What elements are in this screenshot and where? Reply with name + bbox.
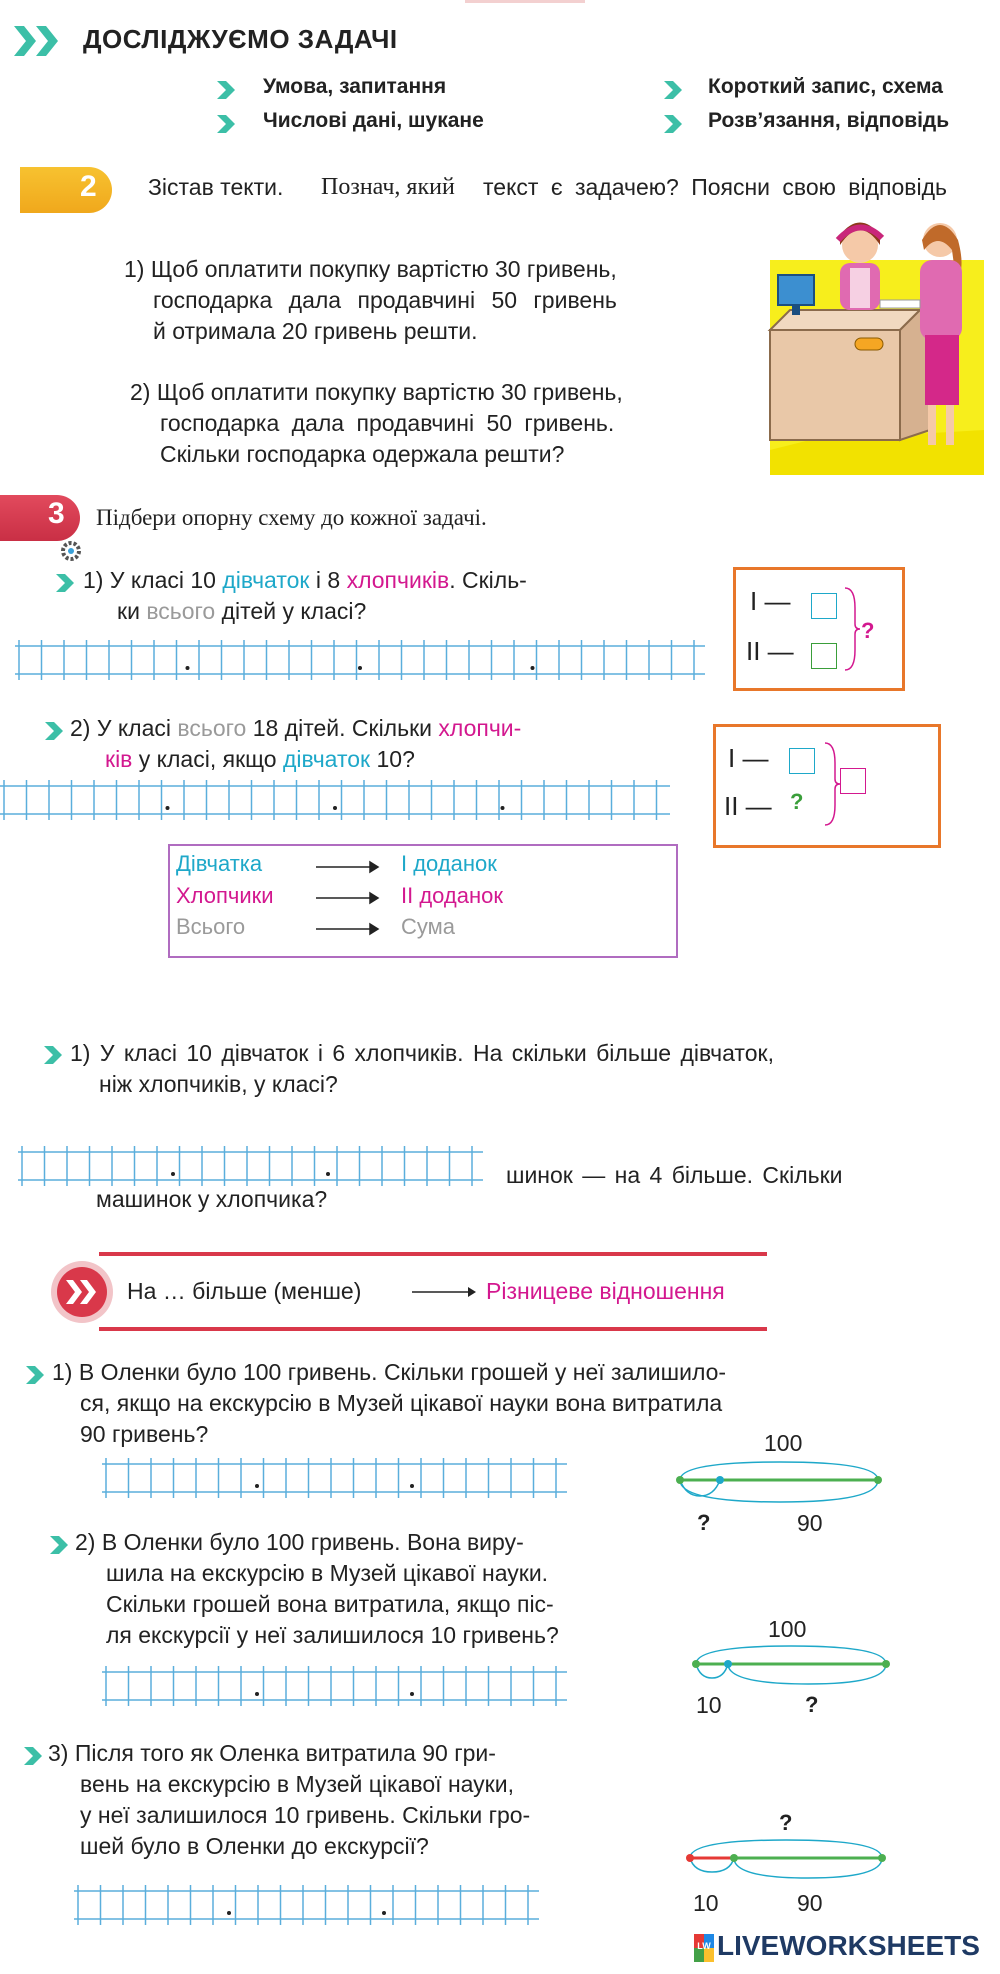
chevron-right-icon [50, 1536, 68, 1554]
segment-1-left: ? [697, 1510, 711, 1535]
chevron-right-icon [217, 81, 235, 99]
segment-2-left: 10 [696, 1692, 722, 1718]
chevron-right-icon [56, 574, 74, 592]
problem-5-2-line3: Скільки грошей вона витратила, якщо піс- [106, 1591, 554, 1617]
segment-1-total: 100 [764, 1430, 803, 1456]
task-2-instruction-a: Зістав текти. [148, 174, 284, 200]
task-2-text2-line2: господарка дала продавчині 50 гривень. [160, 410, 615, 436]
task-2-text1-line2: господарка дала продавчині 50 гривень [153, 287, 617, 313]
double-chevron-icon [14, 26, 64, 56]
problem-5-2-line1: 2) В Оленки було 100 гривень. Вона виру- [75, 1529, 524, 1555]
task-2-text2-line1: 2) Щоб оплатити покупку вартістю 30 гривень, [130, 379, 623, 405]
scheme-1-brace [843, 586, 861, 672]
task-3-instruction: Підбери опорну схему до кожної задачі. [96, 505, 487, 530]
legend-left-2: Хлопчики [176, 883, 274, 908]
header-item-data: Числові дані, шукане [263, 109, 484, 132]
problem-4-2-tail: шинок — на 4 більше. Скільки [506, 1162, 843, 1188]
header-item-solution: Розв’язання, відповідь [708, 109, 950, 132]
segment-1-right: 90 [797, 1510, 823, 1536]
legend-arrows [316, 858, 378, 938]
task-2-text1-line1: 1) Щоб оплатити покупку вартістю 30 гривень, [124, 256, 617, 282]
scheme-1-row2: II — [746, 636, 794, 666]
chevron-right-icon [664, 115, 682, 133]
settings-gear-icon [60, 540, 82, 562]
problem-4-1-line1: 1) У класі 10 дівчаток і 6 хлопчиків. На скільки більше дівчаток, [70, 1040, 774, 1066]
problem-5-3-line2: вень на екскурсію в Музей цікавої науки, [80, 1771, 514, 1797]
problem-3-1-line2: ки всього дітей у класі? [117, 598, 367, 624]
segment-3-right: 90 [797, 1890, 823, 1916]
legend-left-1: Дівчатка [176, 851, 263, 876]
chevron-right-icon [664, 81, 682, 99]
task-3-number: 3 [48, 497, 65, 530]
task-2-instruction-c: текст є задачею? Поясни свою відповідь [483, 174, 948, 200]
problem-5-2-line2: шила на екскурсію в Музей цікавої науки. [106, 1560, 549, 1586]
scheme-2-question: ? [790, 789, 804, 814]
task-3-badge [0, 495, 80, 541]
legend-right-1: I доданок [401, 851, 497, 876]
answer-grid-4-1[interactable] [18, 1146, 483, 1186]
rule-top-line [99, 1252, 767, 1256]
problem-5-1-line3: 90 гривень? [80, 1421, 209, 1447]
scheme-1-square-1[interactable] [811, 593, 837, 619]
rule-bottom-line [99, 1327, 767, 1331]
answer-grid-3-2[interactable] [0, 780, 670, 820]
liveworksheets-brand[interactable]: LIVEWORKSHEETS [717, 1930, 980, 1961]
top-strip [465, 0, 585, 3]
problem-5-3-line4: шей було в Оленки до екскурсії? [80, 1833, 429, 1859]
page-title: ДОСЛІДЖУЄМО ЗАДАЧІ [83, 24, 398, 54]
chevron-right-icon [217, 115, 235, 133]
scheme-1-question: ? [861, 618, 875, 643]
rule-arrow-icon [412, 1286, 476, 1298]
segment-2-total: 100 [768, 1616, 807, 1642]
scheme-2-square-1[interactable] [789, 748, 815, 774]
task-2-badge [20, 167, 112, 213]
chevron-right-icon [24, 1747, 42, 1765]
answer-grid-5-1[interactable] [102, 1458, 567, 1498]
problem-4-2-cut [96, 1186, 516, 1212]
liveworksheets-logo-letters: LW [697, 1941, 711, 1951]
problem-5-3-line3: у неї залишилося 10 гривень. Скільки гро- [80, 1802, 531, 1828]
segment-diagram-3 [684, 1838, 894, 1894]
rule-double-chevron-icon [50, 1260, 114, 1324]
header-item-condition: Умова, запитання [263, 75, 447, 98]
segment-2-right: ? [805, 1692, 819, 1717]
scheme-2-row1: I — [728, 743, 769, 773]
legend-right-3: Сума [401, 914, 456, 939]
problem-4-1-line2: ніж хлопчиків, у класі? [99, 1071, 338, 1097]
header-item-scheme: Короткий запис, схема [708, 75, 943, 98]
task-2-instruction-b: Познач, який [321, 174, 455, 200]
problem-5-1-line2: ся, якщо на екскурсію в Музей цікавої науки вона витратила [80, 1390, 723, 1416]
problem-3-2-line2: ків у класі, якщо дівчаток 10? [105, 746, 415, 772]
chevron-right-icon [26, 1366, 44, 1384]
rule-right-text: Різницеве відношення [486, 1278, 725, 1304]
scheme-2-sum-square[interactable] [840, 768, 866, 794]
task-2-number: 2 [80, 170, 97, 203]
problem-4-2-next: машинок у хлопчика? [96, 1186, 328, 1212]
rule-left-text: На … більше (менше) [127, 1278, 362, 1304]
answer-grid-3-1[interactable] [15, 640, 705, 680]
answer-grid-5-3[interactable] [74, 1885, 539, 1925]
chevron-right-icon [44, 1046, 62, 1064]
problem-5-2-line4: ля екскурсії у неї залишилося 10 гривень? [106, 1622, 559, 1648]
legend-right-2: II доданок [401, 883, 504, 908]
task-2-text1-line3: й отримала 20 гривень решти. [153, 318, 478, 344]
legend-left-3: Всього [176, 914, 246, 939]
problem-5-3-line1: 3) Після того як Оленка витратила 90 гри- [48, 1740, 496, 1766]
scheme-2-brace [823, 741, 841, 827]
segment-3-total: ? [779, 1810, 793, 1835]
shop-illustration [770, 220, 984, 475]
answer-grid-5-2[interactable] [102, 1666, 567, 1706]
problem-5-1-line1: 1) В Оленки було 100 гривень. Скільки грошей у неї залишило- [52, 1359, 727, 1385]
scheme-1-row1: I — [750, 586, 791, 616]
problem-3-2-line1: 2) У класі всього 18 дітей. Скільки хлопчи- [70, 715, 522, 741]
task-2-text2-line3: Скільки господарка одержала решти? [160, 441, 565, 467]
chevron-right-icon [45, 722, 63, 740]
segment-3-left: 10 [693, 1890, 719, 1916]
scheme-1-square-2[interactable] [811, 643, 837, 669]
scheme-2-row2: II — [724, 791, 772, 821]
problem-3-1-line1: 1) У класі 10 дівчаток і 8 хлопчиків. Скіль- [83, 567, 527, 593]
